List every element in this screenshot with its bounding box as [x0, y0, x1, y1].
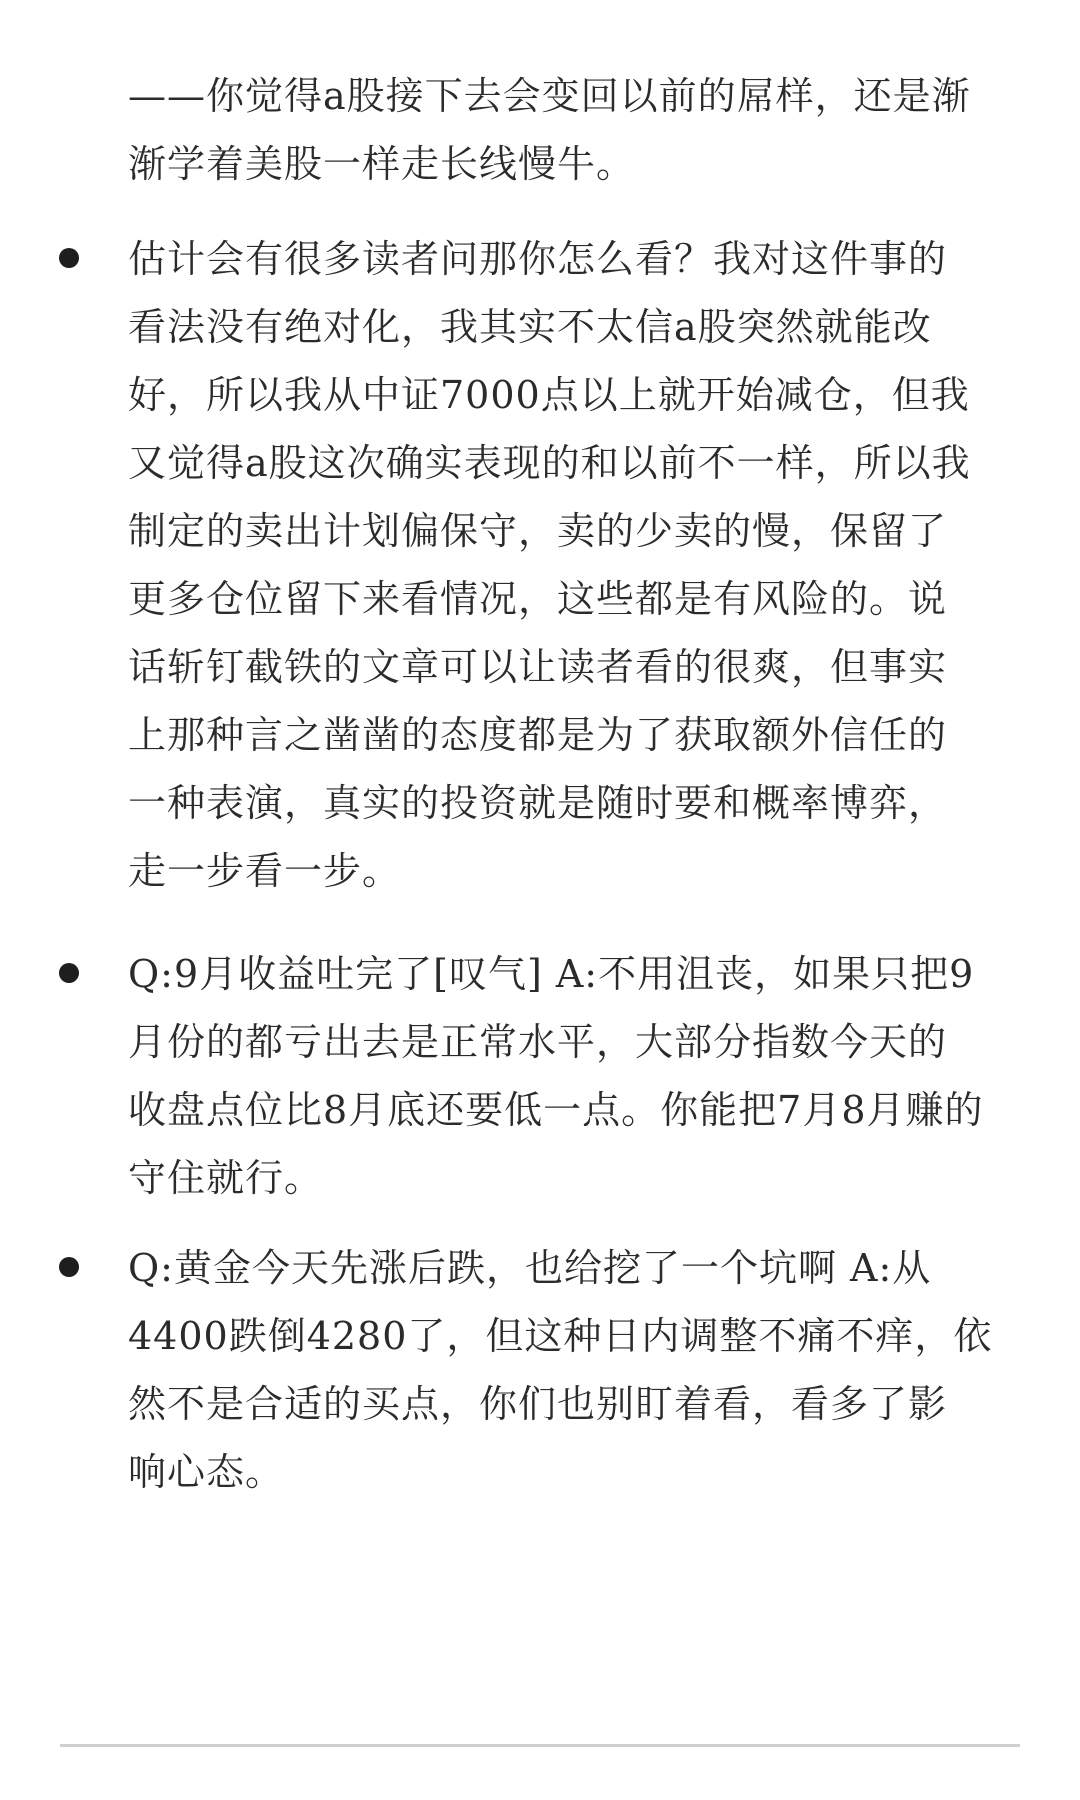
text-line: 更多仓位留下来看情况，这些都是有风险的。说 — [128, 577, 948, 621]
text-line: 估计会有很多读者问那你怎么看？我对这件事的 — [128, 237, 948, 281]
text-line: 看法没有绝对化，我其实不太信a股突然就能改 — [128, 305, 932, 349]
bullet-dot-icon — [59, 963, 79, 983]
text-line: 然不是合适的买点，你们也别盯着看，看多了影 — [128, 1382, 948, 1426]
list-item-text — [128, 1234, 1018, 1506]
text-line: Q:黄金今天先涨后跌，也给挖了一个坑啊 A:从 — [128, 1246, 932, 1290]
text-line: 一种表演，真实的投资就是随时要和概率博弈， — [128, 781, 948, 825]
text-line: 走一步看一步。 — [128, 849, 402, 893]
text-line: 上那种言之凿凿的态度都是为了获取额外信任的 — [128, 713, 948, 757]
text-line: 守住就行。 — [128, 1156, 324, 1200]
text-line: 响心态。 — [128, 1450, 285, 1494]
text-line: 话斩钉截铁的文章可以让读者看的很爽，但事实 — [128, 645, 948, 689]
bullet-dot-icon — [59, 248, 79, 268]
text-line: 收盘点位比8月底还要低一点。你能把7月8月赚的 — [128, 1088, 984, 1132]
bullet-dot-icon — [59, 1257, 79, 1277]
text-line: 制定的卖出计划偏保守，卖的少卖的慢，保留了 — [128, 509, 948, 553]
text-line: ——你觉得a股接下去会变回以前的屌样，还是渐 — [128, 74, 971, 118]
list-item-text — [128, 940, 1018, 1212]
text-line: 渐学着美股一样走长线慢牛。 — [128, 142, 636, 186]
text-line: 月份的都亏出去是正常水平，大部分指数今天的 — [128, 1020, 948, 1064]
text-line: 好，所以我从中证7000点以上就开始减仓，但我 — [128, 373, 970, 417]
text-line: Q:9月收益吐完了[叹气] A:不用沮丧，如果只把9 — [128, 952, 975, 996]
text-line: 4400跌倒4280了，但这种日内调整不痛不痒，依 — [128, 1314, 993, 1358]
text-line: 又觉得a股这次确实表现的和以前不一样，所以我 — [128, 441, 971, 485]
list-item-text — [128, 225, 1018, 905]
bottom-divider — [60, 1744, 1020, 1747]
continuation-paragraph — [128, 62, 1018, 198]
